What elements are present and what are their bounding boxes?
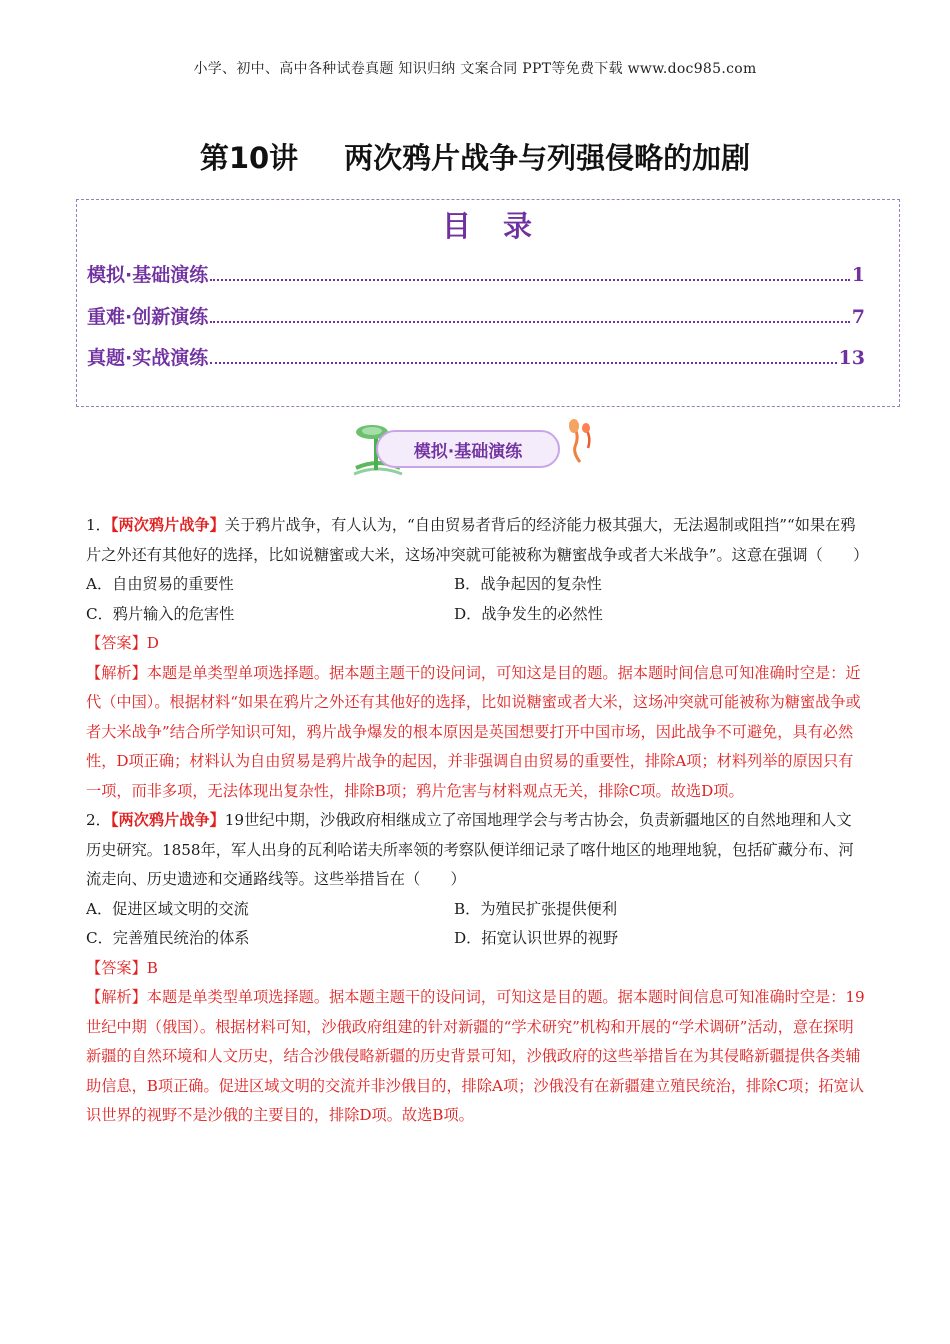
page-title bbox=[0, 136, 950, 177]
toc-leader bbox=[210, 361, 836, 364]
option-d[interactable]: D．战争发生的必然性 bbox=[454, 604, 603, 623]
answer: 【答案】B bbox=[86, 958, 158, 977]
answer-options bbox=[86, 895, 866, 954]
section-banner bbox=[348, 418, 596, 480]
question-stem: 1．【两次鸦片战争】关于鸦片战争，有人认为，“自由贸易者背后的经济能力极其强大，无法遏制或阻挡”“如果在鸦片之外还有其他好的选择，比如说糖蜜或大米，这场冲突就可能被称为糖蜜战争或者大米战争”。这意在强调（ ） bbox=[86, 516, 869, 564]
option-c[interactable]: C．完善殖民统治的体系 bbox=[86, 929, 250, 947]
option-a[interactable]: A．促进区域文明的交流 bbox=[86, 899, 249, 918]
analysis: 【解析】本题是单类型单项选择题。据本题主题干的设问词，可知这是目的题。据本题时间信息可知准确时空是：19世纪中期（俄国）。根据材料可知，沙俄政府组建的针对新疆的“学术研究”机构和开展的“学术调研”活动，意在探明新疆的自然环境和人文历史，结合沙俄侵略新疆的历史背景可知，沙俄政府的这些举措旨在为其侵略新疆提供各类辅助信息，B项正确。促进区域文明的交流并非沙俄目的，排除A项；沙俄没有在新疆建立殖民统治，排除C项；拓宽认识世界的视野不是沙俄的主要目的，排除D项。故选B项。 bbox=[86, 988, 865, 1124]
toc-item-label: 模拟·基础演练 bbox=[87, 264, 209, 286]
question-stem: 2．【两次鸦片战争】19世纪中期，沙俄政府相继成立了帝国地理学会与考古协会，负责新疆地区的自然地理和人文历史研究。1858年，军人出身的瓦利哈诺夫所率领的考察队便详细记录了喀什地区的地理地貌，包括矿藏分布、河流走向、历史遗迹和交通路线等。这些举措旨在（ ） bbox=[86, 811, 854, 888]
answer: 【答案】D bbox=[86, 634, 159, 652]
option-b[interactable]: B．战争起因的复杂性 bbox=[454, 575, 602, 593]
toc-heading: 目 录 bbox=[441, 209, 535, 243]
toc-item[interactable] bbox=[87, 260, 865, 287]
toc-leader bbox=[210, 278, 850, 281]
answer-options bbox=[86, 570, 866, 629]
question bbox=[86, 806, 866, 1131]
toc-item[interactable] bbox=[87, 302, 865, 329]
lecture-number: 第10讲 bbox=[199, 141, 299, 175]
topic-tag: 【两次鸦片战争】 bbox=[110, 516, 225, 534]
lecture-topic: 两次鸦片战争与列强侵略的加剧 bbox=[344, 141, 751, 175]
header-note: 小学、初中、高中各种试卷真题 知识归纳 文案合同 PPT等免费下载 www.doc985.com bbox=[193, 61, 757, 77]
toc-item[interactable] bbox=[87, 343, 865, 370]
question bbox=[86, 511, 869, 806]
toc-item-page: 1 bbox=[851, 264, 865, 286]
toc-item-page: 13 bbox=[838, 347, 865, 369]
option-d[interactable]: D．拓宽认识世界的视野 bbox=[454, 929, 619, 947]
option-c[interactable]: C．鸦片输入的危害性 bbox=[86, 604, 235, 623]
section-banner-label: 模拟·基础演练 bbox=[376, 430, 560, 468]
table-of-contents bbox=[76, 199, 900, 407]
goldfish-icon bbox=[560, 418, 600, 466]
toc-item-page: 7 bbox=[851, 306, 865, 328]
toc-leader bbox=[210, 320, 850, 323]
option-a[interactable]: A．自由贸易的重要性 bbox=[86, 575, 234, 593]
topic-tag: 【两次鸦片战争】 bbox=[110, 811, 225, 829]
option-b[interactable]: B．为殖民扩张提供便利 bbox=[454, 899, 618, 918]
analysis: 【解析】本题是单类型单项选择题。据本题主题干的设问词，可知这是目的题。据本题时间信息可知准确时空是：近代（中国）。根据材料“如果在鸦片之外还有其他好的选择，比如说糖蜜或者大米，这场冲突就可能被称为糖蜜战争或者大米战争”结合所学知识可知，鸦片战争爆发的根本原因是英国想要打开中国市场，因此战争不可避免，具有必然性，D项正确；材料认为自由贸易是鸦片战争的起因，并非强调自由贸易的重要性，排除A项；材料列举的原因只有一项，而非多项，无法体现出复杂性，排除B项；鸦片危害与材料观点无关，排除C项。故选D项。 bbox=[86, 663, 861, 800]
toc-item-label: 重难·创新演练 bbox=[87, 306, 209, 328]
question-list bbox=[86, 511, 869, 1131]
toc-item-label: 真题·实战演练 bbox=[87, 347, 209, 369]
